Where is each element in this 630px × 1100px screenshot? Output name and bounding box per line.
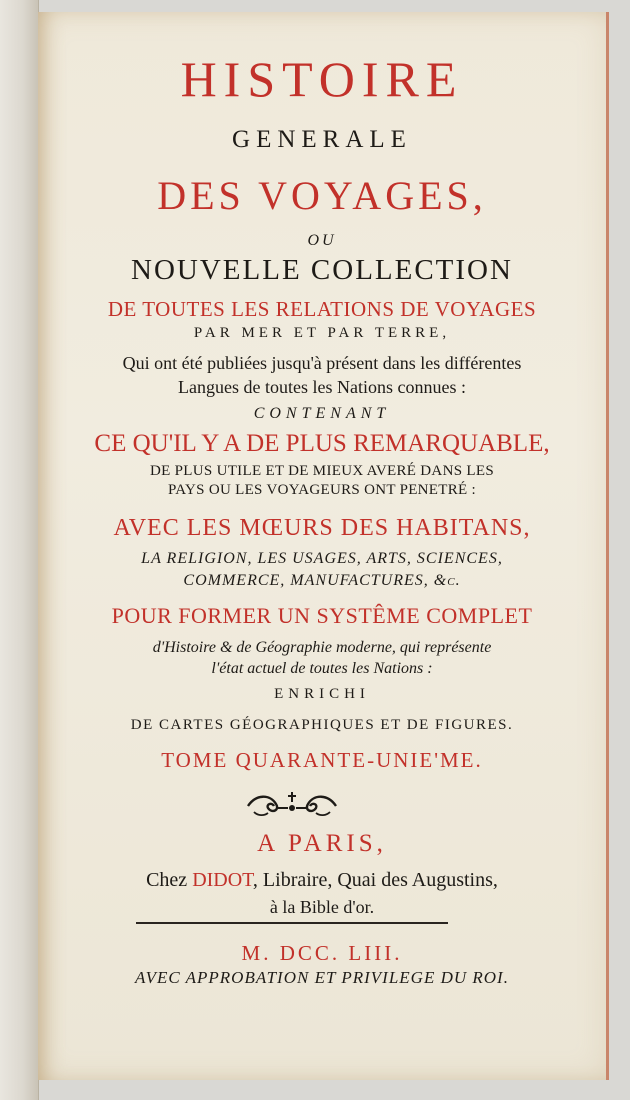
avec-les-moeurs: AVEC LES MŒURS DES HABITANS, bbox=[113, 515, 531, 541]
par-mer-et-par-terre: PAR MER ET PAR TERRE, bbox=[193, 325, 451, 341]
chez: Chez bbox=[146, 869, 188, 891]
horizontal-rule bbox=[136, 922, 448, 924]
nouvelle-collection: NOUVELLE COLLECTION bbox=[131, 254, 513, 286]
contenant: CONTENANT bbox=[253, 405, 391, 422]
title-page bbox=[38, 12, 609, 1080]
description-line-1: Qui ont été publiées jusqu'à présent dans les différentes bbox=[122, 353, 522, 373]
subtitle-des-voyages: DES VOYAGES, bbox=[157, 173, 487, 218]
publisher-didot: DIDOT bbox=[192, 869, 253, 891]
conjunction-ou: OU bbox=[307, 232, 337, 249]
approbation-privilege: AVEC APPROBATION ET PRIVILEGE DU ROI. bbox=[135, 968, 509, 987]
religion-line-2: COMMERCE, MANUFACTURES, &c. bbox=[183, 572, 461, 589]
religion-line-1: LA RELIGION, LES USAGES, ARTS, SCIENCES, bbox=[141, 550, 503, 567]
bible-dor: à la Bible d'or. bbox=[269, 897, 375, 917]
pour-former: POUR FORMER UN SYSTÊME COMPLET bbox=[111, 603, 533, 628]
libraire: , Libraire, Quai des Augustins, bbox=[252, 869, 498, 891]
book-title: HISTOIRE bbox=[180, 51, 464, 107]
fleuron-ornament-icon bbox=[242, 786, 342, 820]
cartes-et-figures: DE CARTES GÉOGRAPHIQUES ET DE FIGURES. bbox=[130, 717, 514, 733]
publisher-line bbox=[38, 869, 606, 892]
book-spine-edge bbox=[0, 0, 39, 1100]
toutes-relations: DE TOUTES LES RELATIONS DE VOYAGES bbox=[107, 297, 537, 321]
plus-utile-line-1: DE PLUS UTILE ET DE MIEUX AVERÉ DANS LES bbox=[150, 463, 494, 479]
a-paris: A PARIS, bbox=[257, 830, 387, 857]
histoire-line-1: d'Histoire & de Géographie moderne, qui représente bbox=[152, 639, 492, 656]
volume-number: TOME QUARANTE-UNIE'ME. bbox=[161, 748, 483, 772]
enrichi: ENRICHI bbox=[274, 686, 370, 702]
plus-utile-line-2: PAYS OU LES VOYAGEURS ONT PENETRÉ : bbox=[167, 482, 477, 498]
ce-quil-y-a: CE QU'IL Y A DE PLUS REMARQUABLE, bbox=[94, 430, 550, 457]
description-line-2: Langues de toutes les Nations connues : bbox=[178, 377, 466, 397]
histoire-line-2: l'état actuel de toutes les Nations : bbox=[211, 660, 433, 677]
subtitle-generale: GENERALE bbox=[232, 126, 412, 153]
publication-date: M. DCC. LIII. bbox=[241, 941, 403, 965]
